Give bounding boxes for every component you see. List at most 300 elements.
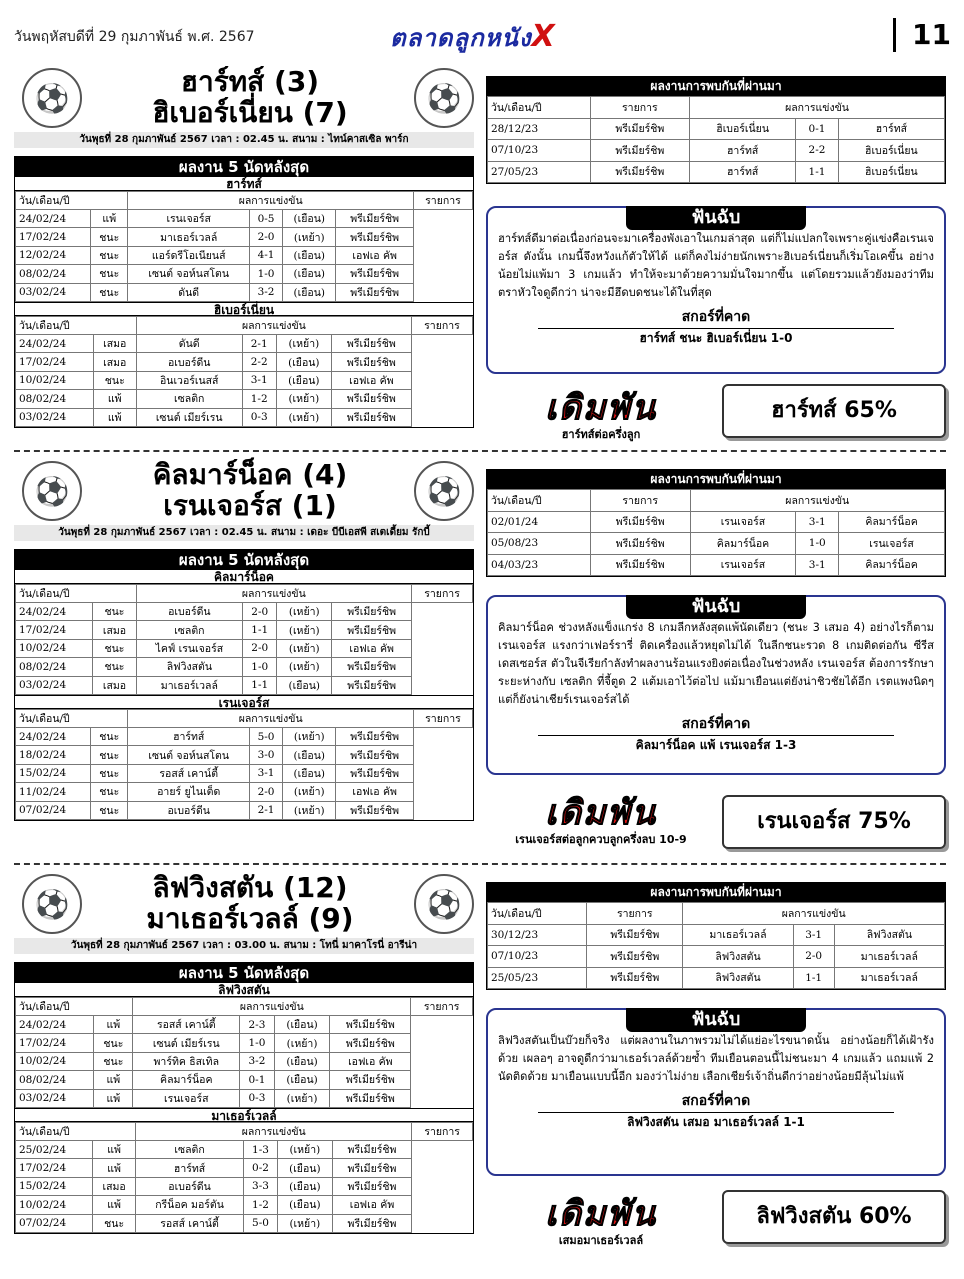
- table-cell: เอฟเอ คัพ: [331, 371, 411, 389]
- bet-note: ฮาร์ทส์ต่อครึ่งลูก: [561, 428, 641, 441]
- table-cell: 24/02/24: [16, 210, 91, 228]
- table-cell: พรีเมียร์ชิพ: [330, 1034, 411, 1052]
- table-cell: ฮาร์ทส์: [690, 161, 796, 183]
- table-row: [16, 210, 473, 228]
- table-cell: ชนะ: [91, 228, 128, 246]
- h2h-table: [487, 96, 945, 183]
- table-cell: อเบอร์ดีน: [128, 801, 250, 819]
- table-cell: รอสส์ เคาน์ตี้: [136, 1214, 244, 1232]
- h2h-header-row: [488, 903, 945, 925]
- h2h-table: [487, 489, 945, 576]
- table-cell: 2-0: [243, 639, 277, 657]
- table-cell: ลิฟวิงสตัน: [136, 658, 243, 676]
- page-header: [0, 0, 964, 62]
- table-cell: 3-2: [249, 283, 282, 301]
- table-cell: ฮาร์ทส์: [690, 140, 796, 162]
- table-cell: แพ้: [91, 210, 128, 228]
- table-cell: ลิฟวิงสตัน: [683, 967, 793, 989]
- table-cell: 18/02/24: [16, 746, 91, 764]
- table-cell: ชนะ: [91, 764, 128, 782]
- table-cell: 07/02/24: [16, 801, 91, 819]
- table-cell: 2-3: [240, 1016, 275, 1034]
- form-table: [15, 584, 473, 695]
- table-cell: ชนะ: [94, 1052, 133, 1070]
- bet-logo: เดิมพัน: [545, 793, 657, 833]
- table-cell: ฮาร์ทส์: [838, 118, 944, 140]
- table-cell: 3-1: [249, 764, 282, 782]
- table-cell: ดันดี: [136, 334, 242, 352]
- table-cell: เสมอ: [93, 353, 136, 371]
- table-row: [16, 746, 473, 764]
- table-cell: (เยือน): [276, 353, 331, 371]
- match-title-home: ฮาร์ทส์ (3): [180, 65, 320, 98]
- table-cell: พรีเมียร์ชิพ: [590, 118, 689, 140]
- table-cell: พรีเมียร์ชิพ: [590, 511, 690, 533]
- analysis-box: [486, 1008, 946, 1176]
- table-cell: เซลติก: [136, 390, 242, 408]
- table-cell: 1-2: [243, 1196, 277, 1214]
- table-cell: พรีเมียร์ชิพ: [331, 390, 411, 408]
- table-cell: 30/12/23: [488, 924, 587, 946]
- table-row: [488, 924, 945, 946]
- brand-name: ตลาดลูกหนัง: [390, 24, 532, 52]
- table-cell: เซนต์ เมียร์เรน: [133, 1034, 240, 1052]
- table-cell: แพ้: [94, 1071, 133, 1089]
- table-cell: พรีเมียร์ชิพ: [587, 967, 683, 989]
- table-cell: 2-1: [249, 801, 282, 819]
- table-cell: 02/01/24: [488, 511, 591, 533]
- col-header: วัน/เดือน/ปี: [488, 903, 587, 925]
- col-header: ผลการแข่งขัน: [690, 490, 944, 512]
- col-header: รายการ: [412, 585, 473, 603]
- table-cell: 3-1: [793, 924, 834, 946]
- table-cell: 08/02/24: [16, 658, 93, 676]
- table-cell: 04/03/23: [488, 554, 591, 576]
- table-row: [16, 353, 473, 371]
- table-cell: (เหย้า): [283, 228, 336, 246]
- table-cell: เรนเจอร์ส: [839, 533, 945, 555]
- table-cell: เสมอ: [93, 621, 136, 639]
- table-cell: (เยือน): [283, 246, 336, 264]
- table-cell: พรีเมียร์ชิพ: [332, 676, 412, 694]
- match-info: วันพุธที่ 28 กุมภาพันธ์ 2567 เวลา : 03.00 น. สนาม : โทนี่ มาคาโรนี่ อารีน่า: [14, 938, 474, 954]
- table-cell: (เยือน): [274, 1052, 330, 1070]
- match-info: วันพุธที่ 28 กุมภาพันธ์ 2567 เวลา : 02.45 น. สนาม : เดอะ บีบีเอสพี สเตเดี้ยม รักบี้: [14, 525, 474, 541]
- table-cell: (เหย้า): [277, 639, 332, 657]
- table-row: [16, 658, 473, 676]
- form-box: [14, 549, 474, 821]
- table-cell: 17/02/24: [16, 353, 94, 371]
- table-cell: อเบอร์ดีน: [136, 353, 242, 371]
- match-title-away: ฮิเบอร์เนี่ยน (7): [152, 96, 348, 129]
- table-cell: พรีเมียร์ชิพ: [336, 801, 414, 819]
- table-row: [16, 764, 473, 782]
- form-header-row: [16, 316, 473, 334]
- table-cell: 24/02/24: [16, 727, 91, 745]
- table-cell: ฮิเบอร์เนี่ยน: [838, 140, 944, 162]
- table-cell: พรีเมียร์ชิพ: [336, 764, 414, 782]
- table-cell: 2-0: [793, 946, 834, 968]
- table-row: [488, 533, 945, 555]
- table-cell: พรีเมียร์ชิพ: [590, 554, 690, 576]
- table-cell: (เยือน): [276, 371, 331, 389]
- table-cell: 1-1: [796, 161, 839, 183]
- table-row: [16, 621, 473, 639]
- team-a-crest-icon: ⚽: [22, 68, 82, 128]
- table-row: [16, 676, 473, 694]
- table-cell: คิลมาร์น็อค: [133, 1071, 240, 1089]
- table-cell: (เยือน): [274, 1016, 330, 1034]
- table-cell: เอฟเอ คัพ: [332, 1196, 412, 1214]
- table-cell: 10/02/24: [16, 1052, 94, 1070]
- table-cell: เสมอ: [93, 334, 136, 352]
- bet-note: เสมอมาเธอร์เวลล์: [558, 1234, 644, 1247]
- table-row: [488, 511, 945, 533]
- table-cell: 3-0: [249, 746, 282, 764]
- table-cell: 12/02/24: [16, 246, 91, 264]
- analysis-heading: ฟันฉับ: [626, 595, 806, 619]
- bet-logo: เดิมพัน: [545, 388, 657, 428]
- table-cell: 2-2: [796, 140, 839, 162]
- table-cell: (เหย้า): [277, 621, 332, 639]
- match-title-away: มาเธอร์เวลล์ (9): [146, 902, 354, 935]
- table-cell: (เหย้า): [277, 603, 332, 621]
- team-a-name: คิลมาร์น็อค: [15, 570, 473, 584]
- table-cell: 07/10/23: [488, 140, 591, 162]
- table-cell: 1-0: [240, 1034, 275, 1052]
- brand-logo: [390, 18, 556, 57]
- bet-block: [506, 388, 696, 442]
- table-cell: 08/02/24: [16, 390, 94, 408]
- table-cell: (เหย้า): [283, 727, 336, 745]
- table-cell: 2-1: [242, 334, 276, 352]
- form-box: [14, 962, 474, 1234]
- col-header: วัน/เดือน/ปี: [16, 192, 128, 210]
- score-prediction: ลิฟวิงสตัน เสมอ มาเธอร์เวลล์ 1-1: [538, 1112, 894, 1132]
- table-cell: แพ้: [93, 1159, 136, 1177]
- team-a-crest-icon: ⚽: [22, 461, 82, 521]
- score-pred-heading: สกอร์ที่คาด: [681, 716, 751, 732]
- table-cell: 1-1: [243, 676, 277, 694]
- table-cell: ชนะ: [91, 246, 128, 264]
- table-cell: อายร์ ยูไนเต็ด: [128, 783, 250, 801]
- table-row: [16, 639, 473, 657]
- table-cell: พรีเมียร์ชิพ: [330, 1071, 411, 1089]
- table-cell: 17/02/24: [16, 228, 91, 246]
- confidence-badge: ฮาร์ทส์ 65%: [722, 384, 946, 438]
- table-cell: 4-1: [249, 246, 282, 264]
- section-divider: [14, 450, 946, 452]
- table-cell: 0-3: [242, 408, 276, 426]
- table-cell: 11/02/24: [16, 783, 91, 801]
- table-cell: 3-2: [240, 1052, 275, 1070]
- table-row: [16, 727, 473, 745]
- table-cell: 2-0: [249, 228, 282, 246]
- table-cell: 0-1: [796, 118, 839, 140]
- brand-x: X: [531, 19, 556, 54]
- table-cell: เอฟเอ คัพ: [332, 639, 412, 657]
- h2h-table: [487, 902, 945, 989]
- col-header: ผลการแข่งขัน: [690, 97, 945, 119]
- table-cell: 1-1: [793, 967, 834, 989]
- table-row: [488, 946, 945, 968]
- table-cell: (เหย้า): [276, 334, 331, 352]
- table-cell: เอฟเอ คัพ: [336, 783, 414, 801]
- form-table: [15, 997, 473, 1108]
- table-cell: 27/05/23: [488, 161, 591, 183]
- col-header: ผลการแข่งขัน: [136, 585, 412, 603]
- table-cell: ลิฟวิงสตัน: [683, 946, 793, 968]
- col-header: รายการ: [590, 490, 690, 512]
- table-cell: เซนต์ จอห์นสโตน: [128, 746, 250, 764]
- table-cell: คิลมาร์น็อค: [839, 554, 945, 576]
- table-cell: พรีเมียร์ชิพ: [336, 210, 414, 228]
- table-cell: 08/02/24: [16, 1071, 94, 1089]
- table-row: [16, 1214, 473, 1232]
- table-cell: 24/02/24: [16, 1016, 94, 1034]
- table-cell: พรีเมียร์ชิพ: [332, 658, 412, 676]
- team-b-crest-icon: ⚽: [414, 68, 474, 128]
- table-cell: (เยือน): [274, 1071, 330, 1089]
- team-a-name: ฮาร์ทส์: [15, 177, 473, 191]
- table-cell: (เยือน): [278, 1159, 333, 1177]
- team-a-crest-icon: ⚽: [22, 874, 82, 934]
- h2h-heading: ผลงานการพบกันที่ผ่านมา: [487, 883, 945, 902]
- table-cell: 15/02/24: [16, 764, 91, 782]
- table-cell: มาเธอร์เวลล์: [128, 228, 250, 246]
- table-cell: 10/02/24: [16, 639, 93, 657]
- table-cell: เซลติก: [136, 1140, 244, 1158]
- table-cell: 07/10/23: [488, 946, 587, 968]
- table-row: [16, 1177, 473, 1195]
- table-cell: (เหย้า): [283, 801, 336, 819]
- table-cell: 17/02/24: [16, 1159, 93, 1177]
- table-cell: พรีเมียร์ชิพ: [336, 746, 414, 764]
- table-cell: คิลมาร์น็อค: [839, 511, 945, 533]
- table-cell: พรีเมียร์ชิพ: [332, 603, 412, 621]
- table-cell: พาร์ทิค ธิสเทิล: [133, 1052, 240, 1070]
- table-cell: (เหย้า): [283, 783, 336, 801]
- table-cell: 24/02/24: [16, 334, 94, 352]
- form-heading: ผลงาน 5 นัดหลังสุด: [15, 550, 473, 570]
- table-cell: ชนะ: [91, 746, 128, 764]
- table-row: [488, 140, 945, 162]
- table-cell: เอฟเอ คัพ: [330, 1052, 411, 1070]
- table-cell: 0-3: [240, 1089, 275, 1107]
- table-cell: กรีน็อค มอร์ตัน: [136, 1196, 244, 1214]
- col-header: รายการ: [590, 97, 689, 119]
- bet-logo: เดิมพัน: [545, 1194, 657, 1234]
- table-cell: ฮิเบอร์เนี่ยน: [690, 118, 796, 140]
- table-cell: ฮาร์ทส์: [128, 727, 250, 745]
- table-cell: พรีเมียร์ชิพ: [590, 140, 689, 162]
- table-cell: พรีเมียร์ชิพ: [587, 946, 683, 968]
- table-cell: เอฟเอ คัพ: [336, 246, 414, 264]
- table-cell: 17/02/24: [16, 1034, 94, 1052]
- table-row: [16, 1071, 473, 1089]
- score-pred-heading: สกอร์ที่คาด: [681, 309, 751, 325]
- table-cell: พรีเมียร์ชิพ: [331, 408, 411, 426]
- table-cell: อเบอร์ดีน: [136, 1177, 244, 1195]
- table-cell: 2-0: [243, 603, 277, 621]
- table-cell: 25/02/24: [16, 1140, 93, 1158]
- table-row: [16, 1196, 473, 1214]
- table-cell: แพ้: [93, 1196, 136, 1214]
- table-cell: แพ้: [93, 1140, 136, 1158]
- table-cell: ฮิเบอร์เนี่ยน: [838, 161, 944, 183]
- table-cell: 05/08/23: [488, 533, 591, 555]
- table-row: [16, 246, 473, 264]
- analysis-text: คิลมาร์น็อค ช่วงหลังแข็งแกร่ง 8 เกมลีกหลังสุดแพ้นัดเดียว (ชนะ 3 เสมอ 4) อย่างไรก็ตาม เรนเจอร์ส แรงกว่าเฟอร์รารี่ ติดเครื่องแล้วหยุดไม่ได้ ในลีกชนะรวด 8 เกมติดต่อกัน ซีรีส เดสเซอร์ส ตัวในจีเรียกำลังทำผลงานร้อนแรงยิงต่อเนื่องในช่วงหลัง เรนเจอร์ส ต้องการรักษาระยะห่างกับ เซลติก ที่จี้ตูด 2 แต้มเอาไว้ต่อไป แม้มาเยือนแต่ยังน่าชิวชัยได้อีก เรตแพงนิดๆ แต่ก็ยังน่าเชียร์เรนเจอร์สได้: [498, 621, 934, 706]
- match-title-home: คิลมาร์น็อค (4): [152, 458, 348, 491]
- form-table: [15, 1122, 473, 1233]
- page-number: 11: [912, 18, 951, 51]
- table-cell: พรีเมียร์ชิพ: [330, 1089, 411, 1107]
- table-cell: 3-1: [796, 554, 839, 576]
- team-a-name: ลิฟวิงสตัน: [15, 983, 473, 997]
- team-b-name: เรนเจอร์ส: [15, 695, 473, 709]
- confidence-badge: เรนเจอร์ส 75%: [722, 795, 946, 849]
- table-cell: 5-0: [249, 727, 282, 745]
- table-cell: พรีเมียร์ชิพ: [336, 283, 414, 301]
- table-row: [16, 603, 473, 621]
- table-cell: 03/02/24: [16, 283, 91, 301]
- table-cell: พรีเมียร์ชิพ: [332, 621, 412, 639]
- col-header: วัน/เดือน/ปี: [16, 709, 128, 727]
- table-cell: แพ้: [93, 390, 136, 408]
- table-row: [16, 283, 473, 301]
- col-header: วัน/เดือน/ปี: [488, 97, 591, 119]
- table-row: [16, 1052, 473, 1070]
- col-header: รายการ: [587, 903, 683, 925]
- table-cell: 1-0: [249, 265, 282, 283]
- table-cell: (เยือน): [283, 283, 336, 301]
- col-header: ผลการแข่งขัน: [683, 903, 945, 925]
- table-cell: ลิฟวิงสตัน: [834, 924, 944, 946]
- table-cell: 0-5: [249, 210, 282, 228]
- table-cell: พรีเมียร์ชิพ: [330, 1016, 411, 1034]
- table-cell: มาเธอร์เวลล์: [136, 676, 243, 694]
- table-row: [16, 1159, 473, 1177]
- table-cell: พรีเมียร์ชิพ: [332, 1214, 412, 1232]
- team-b-name: ฮิเบอร์เนี่ยน: [15, 302, 473, 316]
- table-row: [16, 265, 473, 283]
- table-cell: (เหย้า): [277, 658, 332, 676]
- table-cell: (เยือน): [283, 210, 336, 228]
- h2h-box: [486, 469, 946, 577]
- table-cell: (เหย้า): [274, 1089, 330, 1107]
- table-cell: เรนเจอร์ส: [690, 554, 796, 576]
- table-cell: เซนต์ เมียร์เรน: [136, 408, 242, 426]
- col-header: รายการ: [413, 192, 472, 210]
- table-cell: ชนะ: [91, 801, 128, 819]
- form-header-row: [16, 998, 473, 1016]
- col-header: ผลการแข่งขัน: [128, 709, 413, 727]
- h2h-box: [486, 882, 946, 990]
- match-title-away: เรนเจอร์ส (1): [163, 489, 337, 522]
- table-cell: 2-0: [249, 783, 282, 801]
- table-cell: พรีเมียร์ชิพ: [332, 1140, 412, 1158]
- form-table: [15, 316, 473, 427]
- table-cell: 1-3: [243, 1140, 277, 1158]
- table-cell: 1-0: [243, 658, 277, 676]
- score-pred-heading: สกอร์ที่คาด: [681, 1093, 751, 1109]
- table-cell: 08/02/24: [16, 265, 91, 283]
- form-box: [14, 156, 474, 428]
- table-cell: 0-2: [243, 1159, 277, 1177]
- table-cell: 1-0: [796, 533, 839, 555]
- table-row: [16, 1140, 473, 1158]
- form-table: [15, 191, 473, 302]
- table-cell: 25/05/23: [488, 967, 587, 989]
- table-cell: (เหย้า): [274, 1034, 330, 1052]
- table-cell: เซนต์ จอห์นสโตน: [128, 265, 250, 283]
- table-row: [16, 408, 473, 426]
- bet-block: [506, 1194, 696, 1248]
- table-row: [16, 1089, 473, 1107]
- form-heading: ผลงาน 5 นัดหลังสุด: [15, 963, 473, 983]
- form-header-row: [16, 1122, 473, 1140]
- table-cell: ชนะ: [91, 783, 128, 801]
- table-row: [16, 371, 473, 389]
- confidence-badge: ลิฟวิงสตัน 60%: [722, 1190, 946, 1244]
- table-row: [488, 967, 945, 989]
- table-row: [16, 1034, 473, 1052]
- table-cell: มาเธอร์เวลล์: [683, 924, 793, 946]
- header-divider: [893, 18, 896, 52]
- table-cell: 1-2: [242, 390, 276, 408]
- col-header: รายการ: [411, 316, 472, 334]
- table-cell: 2-2: [242, 353, 276, 371]
- table-cell: มาเธอร์เวลล์: [834, 967, 944, 989]
- table-cell: เรนเจอร์ส: [128, 210, 250, 228]
- table-cell: 07/02/24: [16, 1214, 93, 1232]
- table-cell: พรีเมียร์ชิพ: [336, 727, 414, 745]
- team-b-crest-icon: ⚽: [414, 874, 474, 934]
- table-cell: 17/02/24: [16, 621, 93, 639]
- table-cell: (เยือน): [283, 764, 336, 782]
- table-cell: ชนะ: [93, 371, 136, 389]
- table-row: [16, 390, 473, 408]
- table-cell: 3-1: [242, 371, 276, 389]
- table-cell: คิลมาร์น็อค: [690, 533, 796, 555]
- col-header: วัน/เดือน/ปี: [16, 585, 137, 603]
- match-title-home: ลิฟวิงสตัน (12): [152, 871, 348, 904]
- table-cell: ฮาร์ทส์: [136, 1159, 244, 1177]
- analysis-text: ลิฟวิงสตันเป็นบ๊วยก็จริง แต่ผลงานในภาพรวมไม่ได้แย่อะไรขนาดนั้น อย่างน้อยก็ได้เฝ้ารังด้วย เผลอๆ อาจดูดีกว่ามาเธอร์เวลล์ด้วยซ้ำ ทีมเยือนตอนนี้ไม่ชนะมา 4 เกมแล้ว แถมแพ้ 2 นัดติดด้วย มาเยือนแบบนี้อีก มองว่าไม่ง่าย เลือกเชียร์เจ้าถิ่นดีกว่าอย่างน้อยมีลุ้นไม่แพ้: [498, 1034, 934, 1083]
- table-cell: ไคฟ์ เรนเจอร์ส: [136, 639, 243, 657]
- table-cell: พรีเมียร์ชิพ: [332, 1159, 412, 1177]
- table-cell: พรีเมียร์ชิพ: [336, 228, 414, 246]
- col-header: วัน/เดือน/ปี: [16, 998, 133, 1016]
- h2h-heading: ผลงานการพบกันที่ผ่านมา: [487, 470, 945, 489]
- table-cell: 10/02/24: [16, 1196, 93, 1214]
- table-row: [488, 554, 945, 576]
- analysis-text: ฮาร์ทส์ดีมาต่อเนื่องก่อนจะมาเครื่องพังเอาในเกมล่าสุด แต่ก็ไม่แปลกใจเพราะคู่แข่งคือเรนเจอร์ส ดังนั้น เกมนี้จึงหวังแก้ตัวให้ได้ แต่ก็คงไม่ง่ายนักเพราะฮิเบอร์เนี่ยนก็เริ่มโอเคขึ้น อย่างน้อยไม่แพ้มา 3 เกมแล้ว ทำให้จะมาด้วยความมั่นใจมากขึ้น แต่โดยรวมแล้วยังมองว่าทีมตราหัวใจดูดีกว่า น่าจะมีฮึดบดชนะได้ในที่สุด: [498, 232, 934, 299]
- score-prediction: คิลมาร์น็อค แพ้ เรนเจอร์ส 1-3: [538, 735, 894, 755]
- table-cell: เสมอ: [93, 676, 136, 694]
- table-cell: เซลติก: [136, 621, 243, 639]
- table-cell: 15/02/24: [16, 1177, 93, 1195]
- match-section: [0, 455, 964, 848]
- col-header: รายการ: [412, 1122, 473, 1140]
- table-cell: 24/02/24: [16, 603, 93, 621]
- table-cell: แอร์ดรีโอเนียนส์: [128, 246, 250, 264]
- table-cell: (เยือน): [283, 265, 336, 283]
- table-cell: พรีเมียร์ชิพ: [590, 533, 690, 555]
- table-cell: ชนะ: [91, 283, 128, 301]
- table-cell: ชนะ: [93, 639, 136, 657]
